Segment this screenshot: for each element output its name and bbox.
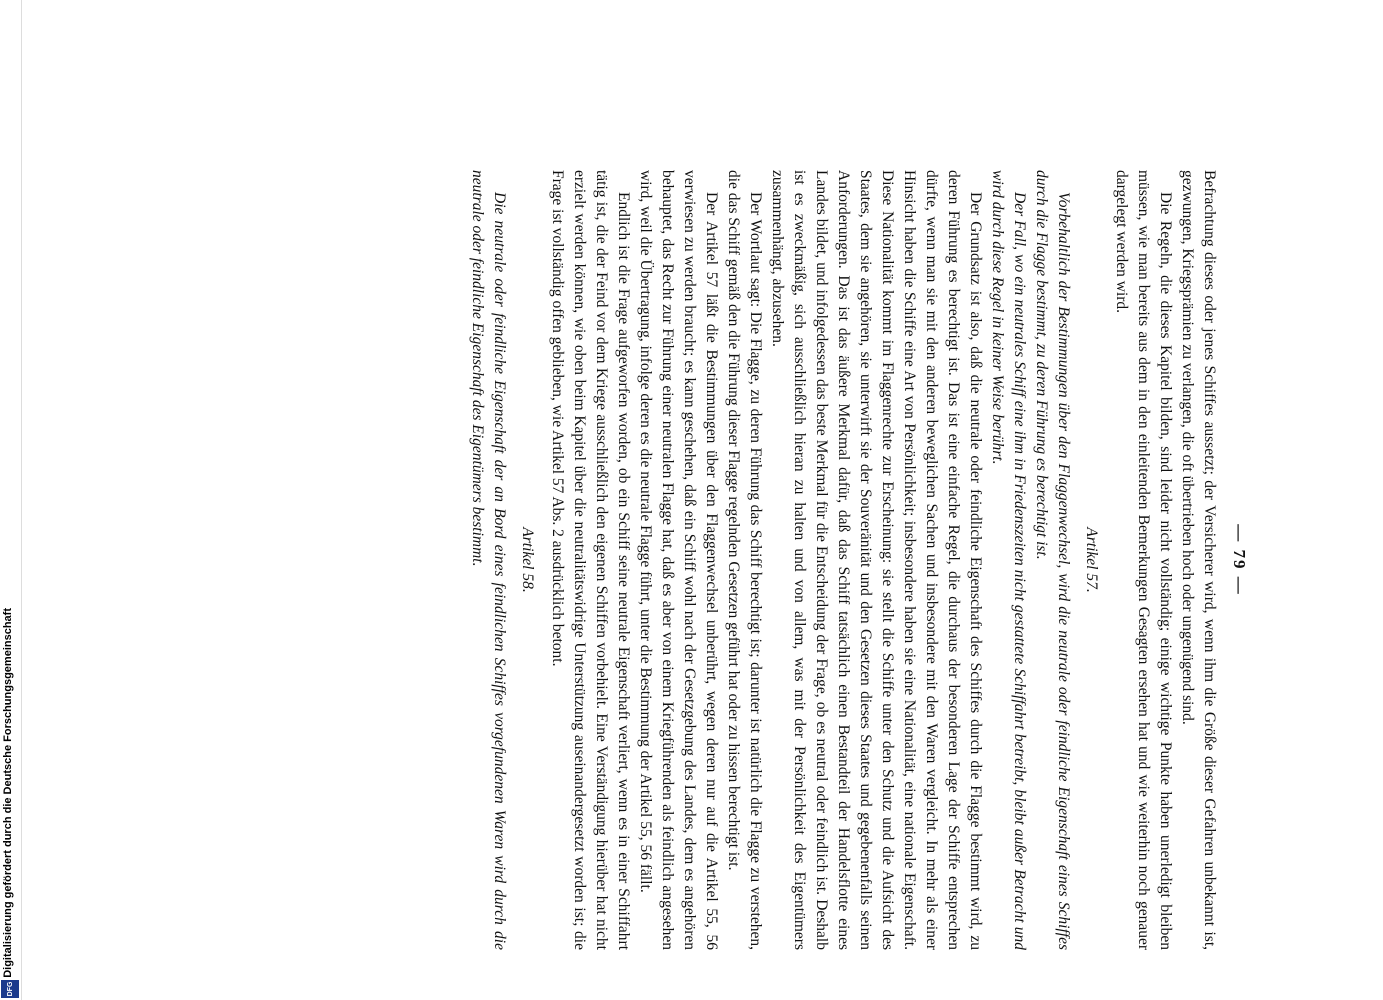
dfg-watermark-text: Digitalisierung gefördert durch die Deutsche Forschungsgemeinschaft [2,608,14,978]
page-number: — 79 — [1230,524,1249,596]
rules-paragraph: Die Regeln, die dieses Kapitel bilden, sind leider nicht vollständig; einige wichtige Punkte haben unerledigt bleiben müssen, wie man bereits aus dem in den einleitenden Bemerkungen Gesagten ersehen hat und wie weiterhin noch genauer dargelegt werden wird. [1113,170,1174,950]
intro-paragraph: Befrachtung dieses oder jenes Schiffes aussetzt; der Versicherer wird, wenn ihm die Größe dieser Gefahren unbekannt ist, gezwungen, Kriegsprämien zu verlangen, die oft übertrieben hoch oder ungenügend sind. [1179,170,1218,950]
article-57-heading: Artikel 57. [1083,527,1100,593]
dfg-logo: DFG [1,980,19,998]
watermark-strip [0,0,22,1000]
article-57-commentary-4: Endlich ist die Frage aufgeworfen worden, ob ein Schiff seine neutrale Eigenschaft verliert, wenn es in einer Schiffahrt tätig ist, die der Feind vor dem Kriege ausschließlich den eigenen Schiffen vorbehielt. Eine Verständigung hierüber hat nicht erzielt werden können, wie oben beim Kapitel über die neutralitätswidrige Unterstützung auseinandergesetzt worden ist; die Frage ist vollständig offen geblieben, wie Artikel 57 Abs. 2 ausdrücklich betont. [549,170,632,950]
article-57-commentary-3: Der Artikel 57 läßt die Bestimmungen über den Flaggenwechsel unberührt, wegen deren nur auf die Artikel 55, 56 verwiesen zu werden braucht; es kann geschehen, daß ein Schiff wohl nach der Gesetzgebung des Landes, dem es angehören behauptet, das Recht zur Führung einer neutralen Flagge hat, daß es aber von einem Kriegführenden als feindlich angesehen wird, weil die Übertragung, infolge deren es die neutrale Flagge führt, unter die Bestimmung der Artikel 55, 56 fällt. [637,170,720,950]
article-58-rule: Die neutrale oder feindliche Eigenschaft der an Bord eines feindlichen Schiffes vorgefundenen Waren wird durch die neutrale oder feindliche Eigenschaft des Eigentümers bestimmt. [469,170,508,950]
rotated-page [200,170,1250,950]
article-57-commentary-1: Der Grundsatz ist also, daß die neutrale oder feindliche Eigenschaft des Schiffes durch die Flagge bestimmt wird, zu deren Führung es berechtigt ist. Das ist eine einfache Regel, die durchaus der besonderen Lage der Schiffe entsprechen dürfte, wenn man sie mit den anderen beweglichen Sachen und insbesondere mit den Waren vergleicht. In mehr als einer Hinsicht haben die Schiffe eine Art von Persönlichkeit; insbesondere haben sie eine Nationalität, eine nationale Eigenschaft. Diese Nationalität kommt im Flaggenrechte zur Erscheinung: sie stellt die Schiffe unter den Schutz und die Aufsicht des Staates, dem sie angehören, sie unterwirft sie der Souveränität und den Gesetzen dieses Staates und gegebenenfalls seinen Anforderungen. Das ist das äußere Merkmal dafür, daß das Schiff tatsächlich einen Bestandteil der Handelsflotte eines Landes bildet, und infolgedessen das beste Merkmal für die Entscheidung der Frage, ob es neutral oder feindlich ist. Deshalb ist es zweckmäßig, sich ausschließlich hieran zu halten und von allem, was mit der Persönlichkeit des Eigentümers zusammenhängt, abzusehen. [769,170,984,950]
article-57-rule-1: Vorbehaltlich der Bestimmungen über den Flaggenwechsel, wird die neutrale oder feindliche Eigenschaft eines Schiffes durch die Flagge bestimmt, zu deren Führung es berechtigt ist. [1033,170,1072,950]
scanned-page-area [150,170,1300,950]
article-57-rule-2: Der Fall, wo ein neutrales Schiff eine ihm in Friedenszeiten nicht gestattete Schiffahrt betreibt, bleibt außer Betracht und wird durch diese Regel in keiner Weise berührt. [989,170,1028,950]
article-57-commentary-2: Der Wortlaut sagt: Die Flagge, zu deren Führung das Schiff berechtigt ist; darunter ist natürlich die Flagge zu verstehen, die das Schiff gemäß den die Führung dieser Flagge regelnden Gesetzen geführt hat oder zu hissen berechtigt ist. [725,170,764,950]
article-58-heading: Artikel 58. [519,527,536,593]
strip-divider [21,0,22,1000]
